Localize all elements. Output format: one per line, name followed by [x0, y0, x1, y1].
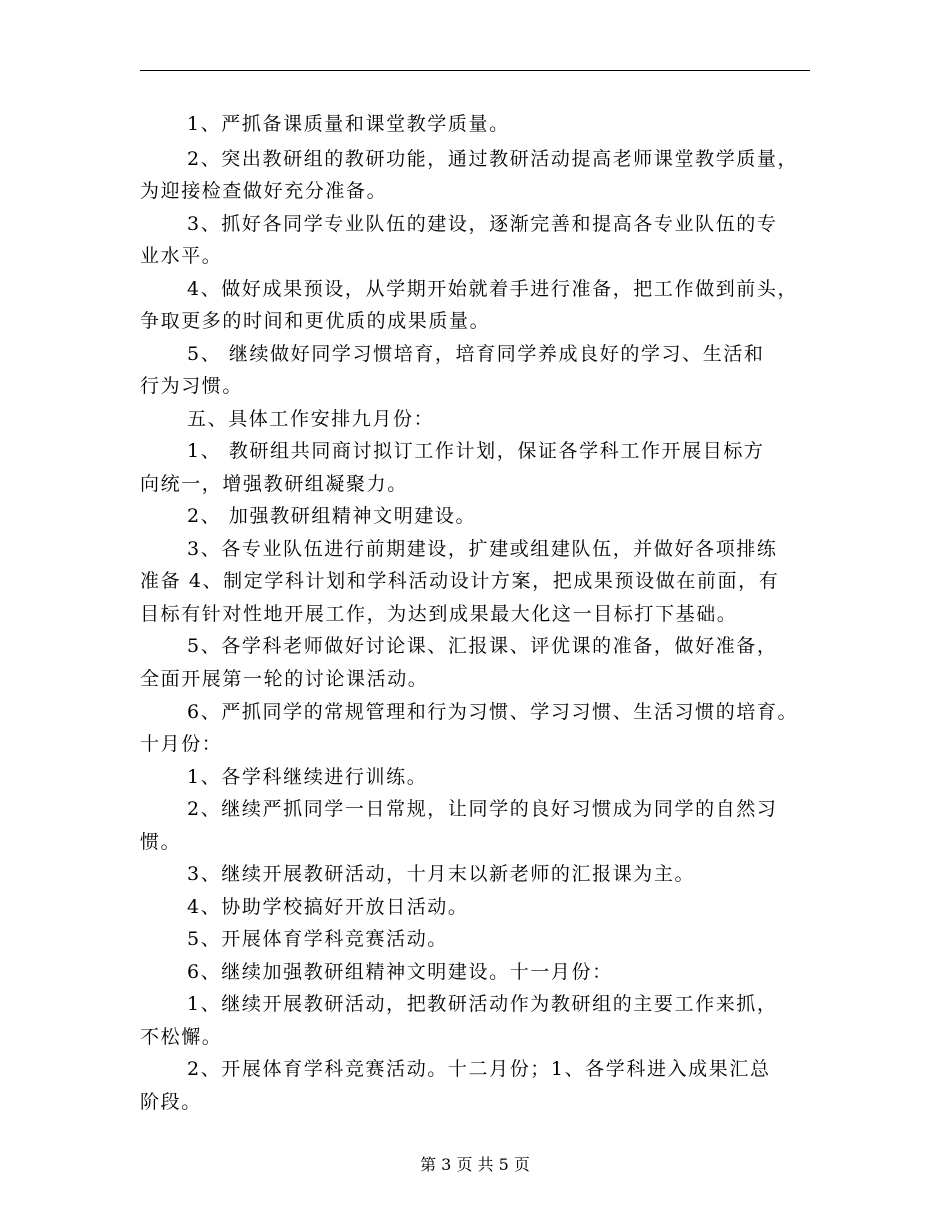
body-line: 2、继续严抓同学一日常规，让同学的良好习惯成为同学的自然习	[187, 798, 778, 820]
body-line: 阶段。	[140, 1091, 202, 1113]
body-line: 十月份：	[140, 733, 223, 755]
body-line: 目标有针对性地开展工作，为达到成果最大化这一目标打下基础。	[140, 603, 738, 625]
body-line: 1、继续开展教研活动，把教研活动作为教研组的主要工作来抓，	[187, 993, 778, 1015]
header-rule	[140, 70, 810, 71]
body-line: 1、 教研组共同商讨拟订工作计划，保证各学科工作开展目标方	[187, 440, 765, 462]
body-line: 争取更多的时间和更优质的成果质量。	[140, 310, 491, 332]
body-line: 5、 继续做好同学习惯培育，培育同学养成良好的学习、生活和	[187, 343, 765, 365]
body-line: 1、各学科继续进行训练。	[187, 766, 428, 788]
body-line: 3、抓好各同学专业队伍的建设，逐渐完善和提高各专业队伍的专	[187, 213, 778, 235]
body-line: 2、突出教研组的教研功能，通过教研活动提高老师课堂教学质量，	[187, 148, 799, 170]
body-line: 惯。	[140, 831, 182, 853]
body-line: 1、严抓备课质量和课堂教学质量。	[187, 113, 510, 135]
body-line: 行为习惯。	[140, 375, 244, 397]
body-line: 准备 4、制定学科计划和学科活动设计方案，把成果预设做在前面，有	[140, 570, 780, 592]
body-line: 5、开展体育学科竞赛活动。	[187, 928, 448, 950]
body-line: 2、开展体育学科竞赛活动。十二月份；1、各学科进入成果汇总	[187, 1058, 771, 1080]
page-footer: 第 3 页 共 5 页	[420, 1155, 530, 1174]
body-line: 4、做好成果预设，从学期开始就着手进行准备，把工作做到前头，	[187, 278, 799, 300]
body-line: 全面开展第一轮的讨论课活动。	[140, 668, 429, 690]
body-line: 业水平。	[140, 245, 223, 267]
body-line: 3、继续开展教研活动，十月末以新老师的汇报课为主。	[187, 863, 696, 885]
body-line: 5、各学科老师做好讨论课、汇报课、评优课的准备，做好准备，	[187, 635, 778, 657]
body-line: 4、协助学校搞好开放日活动。	[187, 896, 469, 918]
body-line: 6、严抓同学的常规管理和行为习惯、学习习惯、生活习惯的培育。	[187, 701, 799, 723]
body-line: 2、 加强教研组精神文明建设。	[187, 505, 477, 527]
body-line: 6、继续加强教研组精神文明建设。十一月份：	[187, 961, 613, 983]
body-line: 不松懈。	[140, 1026, 223, 1048]
body-line: 3、各专业队伍进行前期建设，扩建或组建队伍，并做好各项排练	[187, 538, 778, 560]
body-line: 为迎接检查做好充分准备。	[140, 180, 388, 202]
body-line: 向统一，增强教研组凝聚力。	[140, 473, 408, 495]
section-heading: 五、具体工作安排九月份：	[187, 408, 435, 430]
